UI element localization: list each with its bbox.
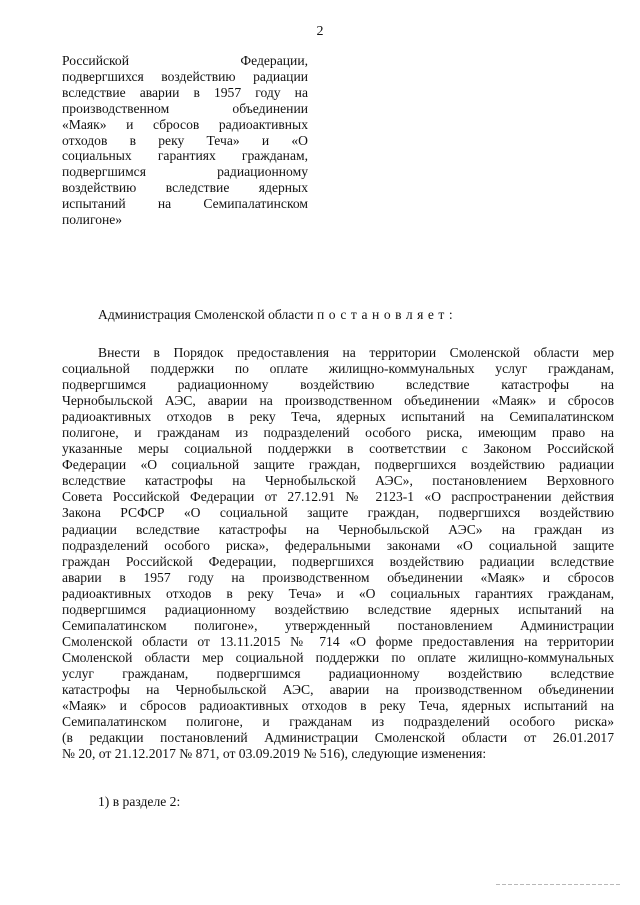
body-line: № 20, от 21.12.2017 № 871, от 03.09.2019 № 516), следующие изменения: xyxy=(62,746,487,762)
body-line: Смоленской области мер социальной поддержки по оплате жилищно-коммунальных xyxy=(62,649,614,665)
title-line: Российской Федерации, xyxy=(62,53,308,68)
preamble-subject: Администрация Смоленской области xyxy=(98,307,317,322)
title-line: полигоне» xyxy=(62,212,123,228)
body-line: катастрофы на Чернобыльской АЭС, аварии на производственном объединении xyxy=(62,681,614,697)
title-line: социальных гарантиях гражданам, xyxy=(62,148,308,164)
body-line: указанные меры социальной поддержки в соответствии с Законом Российской xyxy=(62,441,614,457)
body-line: радиоактивных отходов в реку Теча, ядерных испытаний на Семипалатинском xyxy=(62,409,614,425)
title-line: «Маяк» и сбросов радиоактивных xyxy=(62,116,308,132)
body-line: Смоленской области от 13.11.2015 № 714 «О форме предоставления на территории xyxy=(62,633,614,649)
body-line: вследствие катастрофы на Чернобыльской АЭС», постановлением Верховного xyxy=(62,473,614,489)
document-title-block xyxy=(62,53,308,228)
body-line: Совета Российской Федерации от 27.12.91 № 2123-1 «О распространении действия xyxy=(62,489,614,505)
body-line: подвергшимся радиационному воздействию вследствие ядерных испытаний на xyxy=(62,601,614,617)
title-line: воздействию вследствие ядерных xyxy=(62,180,308,196)
page-number: 2 xyxy=(316,24,324,39)
body-line: «Маяк» и сбросов радиоактивных отходов в реку Теча, ядерных испытаний на xyxy=(62,698,614,714)
body-line: Чернобыльской АЭС, аварии на производственном объединении «Маяк» и сбросов xyxy=(62,393,614,409)
body-line: радиоактивных отходов в реку Теча» и «О социальных гарантиях гражданам, xyxy=(62,585,614,601)
body-line: социальной поддержки по оплате жилищно-коммунальных услуг гражданам, xyxy=(62,361,614,377)
body-line: Семипалатинском полигоне, и гражданам из подразделений особого риска» xyxy=(62,714,614,730)
body-line: подвергшимся радиационному воздействию вследствие катастрофы на xyxy=(62,377,614,393)
title-line: подвергшимся радиационному xyxy=(62,164,308,180)
body-line: граждан Российской Федерации, подвергшихся воздействию радиации вследствие xyxy=(62,553,614,569)
resolution-body xyxy=(62,345,614,762)
body-line: радиации вследствие катастрофы на Чернобыльской АЭС» на граждан из xyxy=(62,521,614,537)
body-line: Внести в Порядок предоставления на территории Смоленской области мер xyxy=(98,345,614,360)
title-line: подвергшихся воздействию радиации xyxy=(62,68,308,84)
scan-artifact-divider xyxy=(496,884,620,885)
title-line: вследствие аварии в 1957 году на xyxy=(62,84,308,100)
body-line: аварии в 1957 году на производственном объединении «Маяк» и сбросов xyxy=(62,569,614,585)
body-line: (в редакции постановлений Администрации Смоленской области от 26.01.2017 xyxy=(62,730,614,746)
body-line: полигоне, и гражданам из подразделений особого риска, имеющим право на xyxy=(62,425,614,441)
body-line: подразделений особого риска», федеральными законами «О социальной защите xyxy=(62,537,614,553)
title-line: отходов в реку Теча» и «О xyxy=(62,132,308,148)
body-line: Семипалатинском полигоне», утвержденный постановлением Администрации xyxy=(62,617,614,633)
preamble-verb: постановляет: xyxy=(316,307,458,322)
title-line: производственном объединении xyxy=(62,100,308,116)
preamble xyxy=(98,307,457,323)
title-line: испытаний на Семипалатинском xyxy=(62,196,308,212)
body-line: Федерации «О социальной защите граждан, подвергшихся воздействию радиации xyxy=(62,457,614,473)
list-item: 1) в разделе 2: xyxy=(98,794,181,809)
body-line: Закона РСФСР «О социальной защите граждан, подвергшихся воздействию xyxy=(62,505,614,521)
body-line: услуг гражданам, подвергшимся радиационному воздействию вследствие xyxy=(62,665,614,681)
